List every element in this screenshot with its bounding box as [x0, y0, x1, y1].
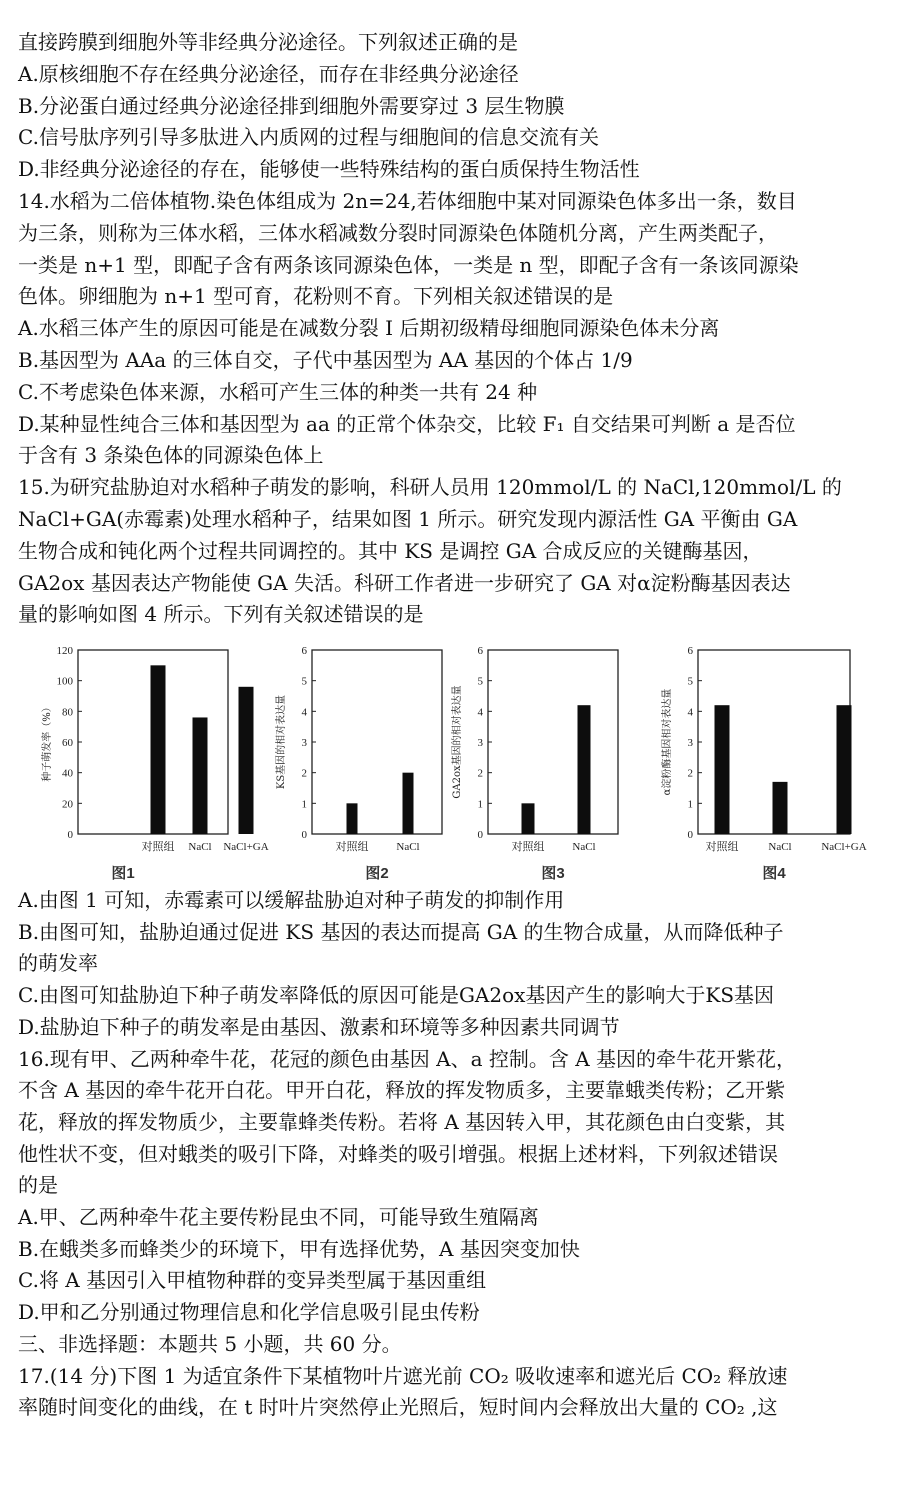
text-line: 量的影响如图 4 所示。下列有关叙述错误的是	[18, 602, 424, 627]
y-tick-label: 3	[477, 737, 483, 749]
y-axis-label: 种子萌发率（%）	[42, 702, 53, 782]
category-label: 对照组	[705, 841, 739, 853]
y-tick-label: 5	[687, 675, 693, 688]
figure-bar-charts	[20, 638, 890, 888]
y-tick-label: 80	[62, 706, 73, 719]
text-line: D.盐胁迫下种子的萌发率是由基因、激素和环境等多种因素共同调节	[18, 1014, 620, 1039]
text-line: 三、非选择题：本题共 5 小题，共 60 分。	[18, 1331, 402, 1356]
figure-label: 图4	[762, 865, 786, 882]
y-tick-label: 0	[301, 829, 307, 841]
y-tick-label: 0	[67, 829, 73, 841]
y-tick-label: 100	[56, 675, 73, 688]
text-line: 花，释放的挥发物质少，主要靠蜂类传粉。若将 A 基因转入甲，其花颜色由白变紫，其	[18, 1109, 786, 1134]
text-line: B.由图可知，盐胁迫通过促进 KS 基因的表达而提高 GA 的生物合成量，从而降低种子	[18, 919, 784, 944]
category-label: 对照组	[335, 841, 369, 853]
category-label: NaCl	[188, 841, 212, 853]
text-line: 不含 A 基因的牵牛花开白花。甲开白花，释放的挥发物质多，主要靠蛾类传粉；乙开紫	[18, 1078, 786, 1103]
bar	[522, 803, 535, 834]
text-line: 生物合成和钝化两个过程共同调控的。其中 KS 是调控 GA 合成反应的关键酶基因，	[18, 538, 763, 563]
text-line: 17.(14 分)下图 1 为适宜条件下某植物叶片遮光前 CO₂ 吸收速率和遮光后 CO₂ 释放速	[18, 1363, 788, 1388]
figure-label: 图3	[541, 865, 565, 882]
category-label: 对照组	[511, 841, 545, 853]
y-tick-label: 2	[301, 767, 307, 780]
text-line: GA2ox 基因表达产物能使 GA 失活。科研工作者进一步研究了 GA 对α淀粉酶基因表达	[18, 570, 791, 595]
charts-svg	[20, 638, 890, 888]
y-tick-label: 5	[477, 675, 483, 688]
y-tick-label: 3	[687, 737, 693, 749]
text-line: 于含有 3 条染色体的同源染色体上	[18, 443, 324, 468]
text-line: D.甲和乙分别通过物理信息和化学信息吸引昆虫传粉	[18, 1300, 480, 1325]
bar	[193, 717, 208, 834]
text-line: 率随时间变化的曲线，在 t 时叶片突然停止光照后，短时间内会释放出大量的 CO₂ ,这	[18, 1395, 778, 1420]
y-tick-label: 20	[62, 798, 73, 811]
text-line: C.由图可知盐胁迫下种子萌发率降低的原因可能是GA2ox基因产生的影响大于KS基因	[18, 983, 775, 1008]
y-axis-label: GA2ox基因的相对表达量	[452, 685, 463, 799]
text-line: 14.水稻为二倍体植物.染色体组成为 2n=24,若体细胞中某对同源染色体多出一条，数目	[18, 189, 797, 213]
text-line: 16.现有甲、乙两种牵牛花，花冠的颜色由基因 A、a 控制。含 A 基因的牵牛花开紫花，	[18, 1046, 797, 1071]
text-line: NaCl+GA(赤霉素)处理水稻种子，结果如图 1 所示。研究发现内源活性 GA 平衡由 GA	[18, 507, 798, 531]
y-tick-label: 1	[477, 798, 483, 811]
y-tick-label: 4	[301, 706, 307, 719]
y-tick-label: 120	[56, 645, 73, 657]
text-line: C.将 A 基因引入甲植物种群的变异类型属于基因重组	[18, 1268, 487, 1293]
text-line: 15.为研究盐胁迫对水稻种子萌发的影响，科研人员用 120mmol/L 的 NaCl,120mmol/L 的	[18, 475, 842, 500]
y-tick-label: 60	[62, 737, 73, 749]
text-line: B.基因型为 AAa 的三体自交，子代中基因型为 AA 基因的个体占 1/9	[18, 348, 633, 372]
text-line: 的是	[18, 1173, 58, 1198]
bar	[837, 705, 852, 834]
text-line: D.某种显性纯合三体和基因型为 aa 的正常个体杂交，比较 F₁ 自交结果可判断 a 是否位	[18, 411, 796, 436]
text-line: 一类是 n+1 型，即配子含有两条该同源染色体，一类是 n 型，即配子含有一条该同源染	[18, 252, 799, 277]
bar	[151, 665, 166, 834]
text-line: 的萌发率	[18, 951, 98, 976]
bar	[239, 687, 254, 834]
chart-frame	[488, 650, 618, 834]
chart-frame	[312, 650, 442, 834]
y-axis-label: KS基因的相对表达量	[276, 694, 287, 790]
y-tick-label: 40	[62, 767, 73, 780]
category-label: NaCl+GA	[223, 841, 269, 853]
text-line: 为三条，则称为三体水稻，三体水稻减数分裂时同源染色体随机分离，产生两类配子，	[18, 220, 778, 245]
text-line: B.在蛾类多而蜂类少的环境下，甲有选择优势，A 基因突变加快	[18, 1236, 580, 1261]
y-tick-label: 6	[477, 645, 483, 657]
text-line: A.甲、乙两种牵牛花主要传粉昆虫不同，可能导致生殖隔离	[18, 1205, 539, 1229]
y-tick-label: 3	[301, 737, 307, 749]
category-label: NaCl	[396, 841, 420, 853]
category-label: NaCl	[572, 841, 596, 853]
text-line: C.信号肽序列引导多肽进入内质网的过程与细胞间的信息交流有关	[18, 125, 599, 150]
category-label: NaCl+GA	[821, 841, 867, 853]
bar	[773, 782, 788, 834]
text-line: A.水稻三体产生的原因可能是在减数分裂 I 后期初级精母细胞同源染色体未分离	[18, 316, 720, 341]
y-tick-label: 6	[301, 645, 307, 657]
y-tick-label: 0	[687, 829, 693, 841]
y-tick-label: 2	[687, 767, 693, 780]
text-line: 他性状不变，但对蛾类的吸引下降，对蜂类的吸引增强。根据上述材料，下列叙述错误	[18, 1141, 778, 1166]
y-tick-label: 0	[477, 829, 483, 841]
bar	[403, 773, 414, 834]
text-line: C.不考虑染色体来源，水稻可产生三体的种类一共有 24 种	[18, 379, 538, 404]
figure-label: 图1	[111, 865, 135, 882]
bar	[578, 705, 591, 834]
text-line: A.原核细胞不存在经典分泌途径，而存在非经典分泌途径	[18, 61, 519, 86]
y-tick-label: 5	[301, 675, 307, 688]
text-line: A.由图 1 可知，赤霉素可以缓解盐胁迫对种子萌发的抑制作用	[18, 888, 565, 912]
bar	[347, 803, 358, 834]
text-line: 直接跨膜到细胞外等非经典分泌途径。下列叙述正确的是	[18, 30, 518, 54]
y-tick-label: 1	[301, 798, 307, 811]
y-axis-label: α淀粉酶基因相对表达量	[662, 688, 673, 796]
y-tick-label: 4	[477, 706, 483, 719]
category-label: 对照组	[141, 841, 175, 853]
y-tick-label: 4	[687, 706, 693, 719]
text-line: B.分泌蛋白通过经典分泌途径排到细胞外需要穿过 3 层生物膜	[18, 93, 565, 118]
y-tick-label: 1	[687, 798, 693, 811]
y-tick-label: 2	[477, 767, 483, 780]
y-tick-label: 6	[687, 645, 693, 657]
text-line: 色体。卵细胞为 n+1 型可育，花粉则不育。下列相关叙述错误的是	[18, 284, 614, 309]
text-line: D.非经典分泌途径的存在，能够使一些特殊结构的蛋白质保持生物活性	[18, 157, 640, 182]
figure-label: 图2	[365, 865, 389, 882]
category-label: NaCl	[768, 841, 792, 853]
bar	[715, 705, 730, 834]
